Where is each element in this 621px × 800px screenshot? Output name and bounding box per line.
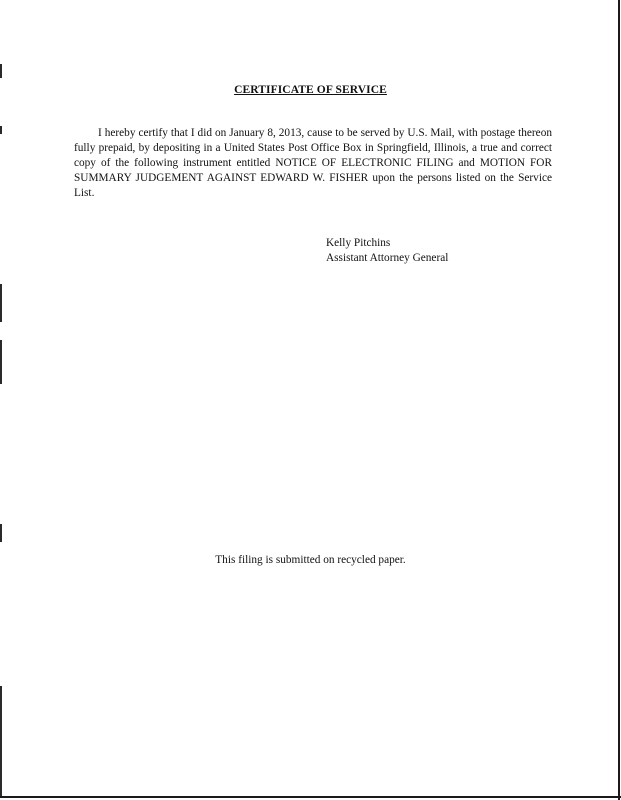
scan-mark bbox=[0, 284, 2, 322]
scan-mark bbox=[0, 64, 2, 78]
scan-mark bbox=[0, 686, 2, 796]
scan-mark bbox=[0, 524, 2, 542]
certification-paragraph: I hereby certify that I did on January 8, 2013, cause to be served by U.S. Mail, with postage thereon fully prepaid, by depositing in a United States Post Office Box in Springfield, Illinois, a true and correct copy of the following instrument entitled NOTICE OF ELECTRONIC FILING and MOTION FOR SUMMARY JUDGEMENT AGAINST EDWARD W. FISHER upon the persons listed on the Service List. bbox=[74, 127, 552, 199]
scan-mark bbox=[0, 340, 2, 384]
signature-title: Assistant Attorney General bbox=[326, 252, 449, 264]
recycled-paper-note: This filing is submitted on recycled paper. bbox=[215, 554, 406, 566]
signature-name: Kelly Pitchins bbox=[326, 237, 391, 249]
scan-edge-right bbox=[618, 0, 620, 800]
scan-edge-bottom bbox=[0, 796, 621, 798]
document-title: CERTIFICATE OF SERVICE bbox=[234, 84, 387, 96]
scan-mark bbox=[0, 126, 2, 134]
